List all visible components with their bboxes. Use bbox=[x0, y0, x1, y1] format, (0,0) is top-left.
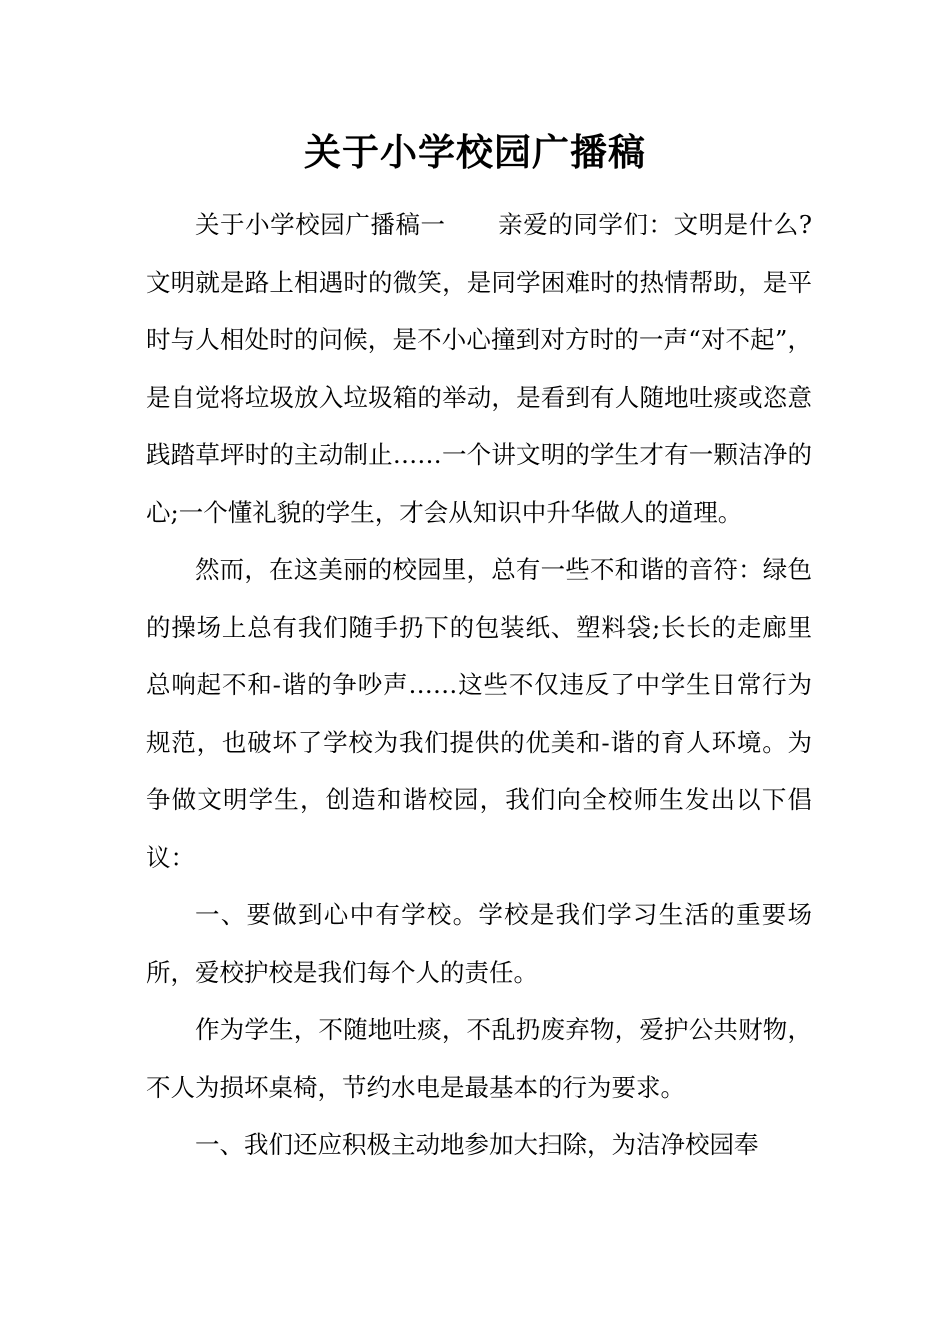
paragraph-3: 一、要做到心中有学校。学校是我们学习生活的重要场所，爱校护校是我们每个人的责任。 bbox=[146, 900, 812, 987]
paragraph-5: 一、我们还应积极主动地参加大扫除，为洁净校园奉 bbox=[195, 1130, 759, 1159]
paragraph-1-lead: 关于小学校园广播稿一 bbox=[195, 210, 446, 239]
paragraph-1-text: 亲爱的同学们：文明是什么?文明就是路上相遇时的微笑，是同学困难时的热情帮助，是平时与人相处时的问候，是不小心撞到对方时的一声“对不起”，是自觉将垃圾放入垃圾箱的举动，是看到有人随地吐痰或恣意践踏草坪时的主动制止……一个讲文明的学生才有一颗洁净的心;一个懂礼貌的学生，才会从知识中升华做人的道理。 bbox=[146, 210, 812, 527]
document-title: 关于小学校园广播稿 bbox=[304, 130, 646, 174]
paragraph-4: 作为学生，不随地吐痰，不乱扔废弃物，爱护公共财物，不人为损坏桌椅，节约水电是最基本的行为要求。 bbox=[146, 1015, 812, 1102]
paragraph-1 bbox=[146, 196, 812, 541]
paragraph-2: 然而，在这美丽的校园里，总有一些不和谐的音符：绿色的操场上总有我们随手扔下的包装纸、塑料袋;长长的走廊里总响起不和-谐的争吵声……这些不仅违反了中学生日常行为规范，也破坏了学校为我们提供的优美和-谐的育人环境。为争做文明学生，创造和谐校园，我们向全校师生发出以下倡议： bbox=[146, 555, 812, 872]
document-body bbox=[146, 196, 812, 1174]
